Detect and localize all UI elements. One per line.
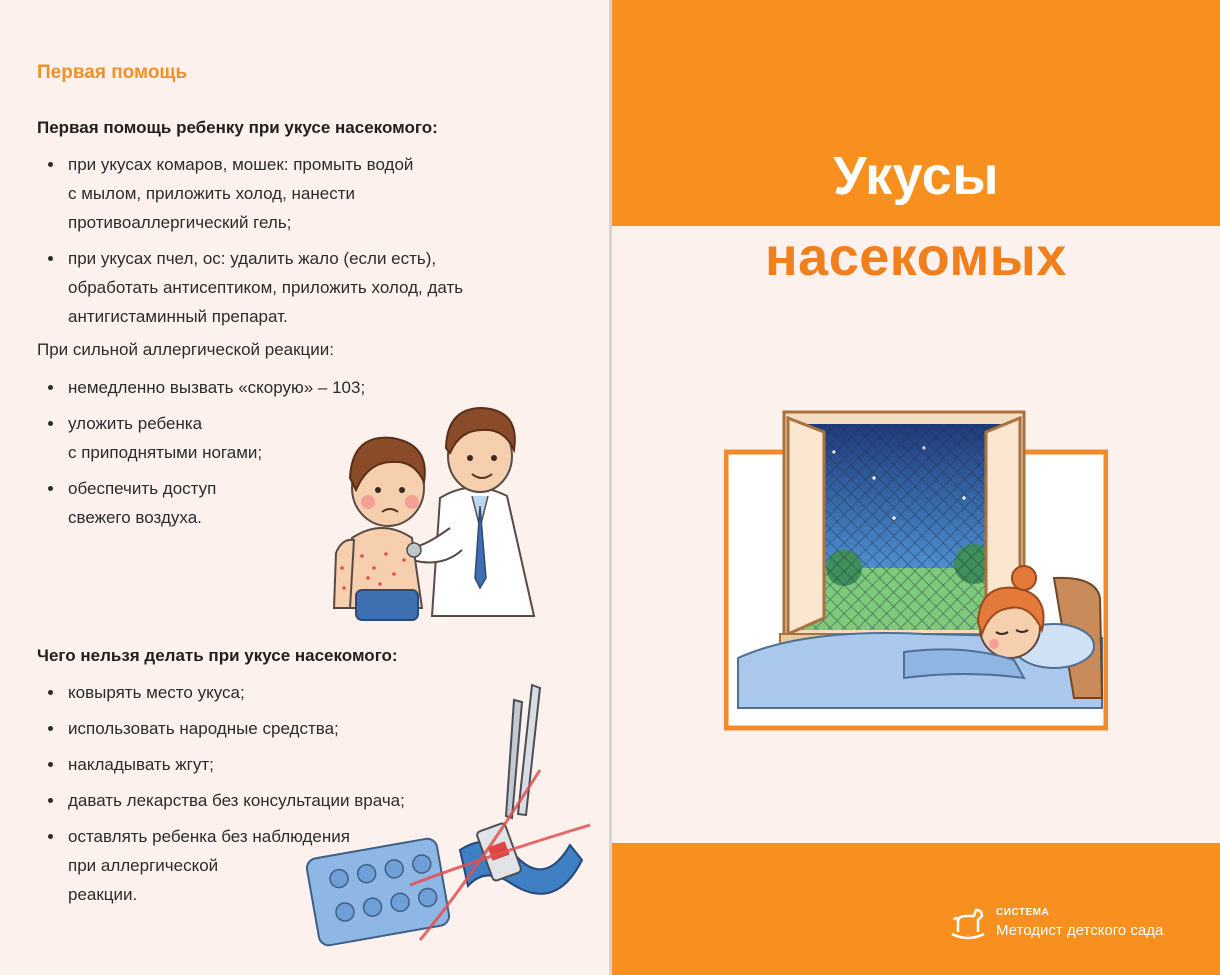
list-item: накладывать жгут; (46, 750, 405, 779)
list-item: использовать народные средства; (46, 714, 405, 743)
list-item: ковырять место укуса; (46, 678, 405, 707)
title-line-1: Укусы (833, 146, 999, 206)
first-aid-heading: Первая помощь ребенку при укусе насекомого: (37, 118, 438, 137)
doctor-child-illustration (322, 378, 552, 623)
list-item: обеспечить доступ свежего воздуха. (46, 474, 365, 532)
list-item: при укусах комаров, мошек: промыть водой с мылом, приложить холод, нанести противоаллергический гель; (46, 150, 546, 237)
list-item: при укусах пчел, ос: удалить жало (если есть), обработать антисептиком, приложить холод, дать антигистаминный препарат. (46, 244, 546, 331)
tweezers-pills-tourniquet-illustration (300, 680, 600, 960)
window-sleeping-girl-illustration (724, 408, 1108, 732)
list-item: немедленно вызвать «скорую» – 103; (46, 373, 365, 402)
section-label: Первая помощь (37, 62, 188, 83)
logo-caption: СИСТЕМА (996, 907, 1050, 918)
left-page (0, 0, 609, 975)
title-line-2: насекомых (765, 227, 1067, 287)
allergy-list (46, 373, 365, 539)
list-item: оставлять ребенка без наблюдения при аллергической реакции. (46, 822, 405, 909)
list-item: уложить ребенка с приподнятыми ногами; (46, 409, 365, 467)
logo-name: Методист детского сада (996, 922, 1164, 939)
list-item: давать лекарства без консультации врача; (46, 786, 405, 815)
bottom-band (612, 843, 1220, 975)
rocking-horse-logo-icon (948, 904, 988, 940)
cover-page (612, 0, 1220, 975)
first-aid-list (46, 150, 546, 338)
allergy-heading: При сильной аллергической реакции: (37, 340, 334, 359)
donts-heading: Чего нельзя делать при укусе насекомого: (37, 646, 398, 665)
